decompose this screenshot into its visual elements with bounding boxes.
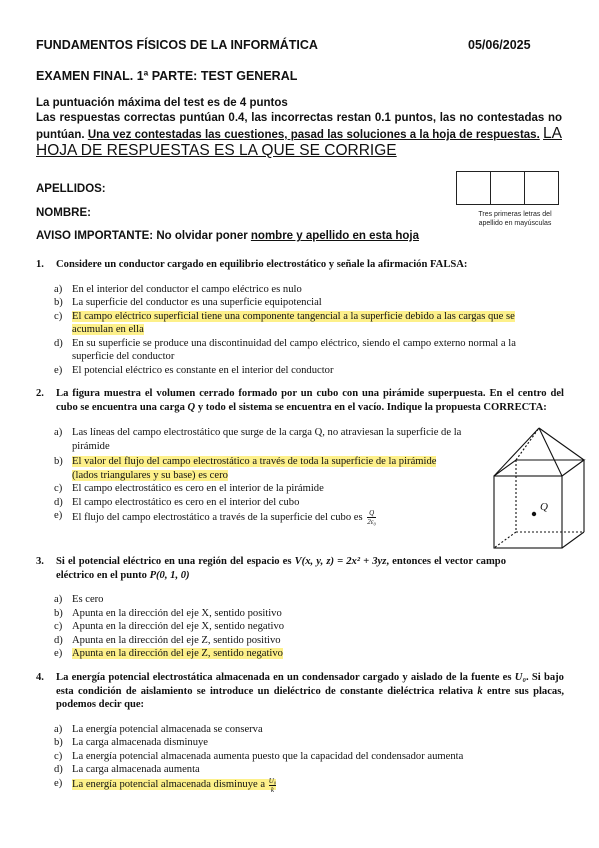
option-text-highlighted: La energía potencial almacenada disminuye a <box>72 779 266 791</box>
apellidos-label: APELLIDOS: <box>36 183 106 195</box>
option-letter: c) <box>54 621 63 632</box>
option-letter: a) <box>54 594 63 605</box>
initial-box-3[interactable] <box>525 172 558 204</box>
question-text-mid: . Si bajo esta condición de aislamiento se introduce un dieléctrico de constante dieléctrica relativa <box>56 672 564 697</box>
option-letter: b) <box>54 737 63 748</box>
option-letter: a) <box>54 427 63 438</box>
option-text: La energía potencial almacenada se conserva <box>72 723 263 735</box>
option-text: La carga almacenada disminuye <box>72 737 208 748</box>
option-text: La energía potencial almacenada aumenta puesto que la capacidad del condensador aumenta <box>72 750 464 762</box>
question-number: 3. <box>36 556 44 567</box>
option-4d[interactable] <box>54 763 554 777</box>
cube-pyramid-figure <box>486 426 596 556</box>
option-4e[interactable] <box>54 777 554 794</box>
question-text: La figura muestra el volumen cerrado formado por un cubo con una pirámide superpuesta. En el centro del cubo se encuentra una carga <box>56 388 564 413</box>
option-text-highlighted: El valor del flujo del campo electrostático a través de toda la superficie de la pirámide (lados triangulares y su base) es cero <box>72 456 437 481</box>
option-text: La carga almacenada aumenta <box>72 764 200 775</box>
option-text: La superficie del conductor es una superficie equipotencial <box>72 297 322 308</box>
instructions <box>36 96 562 160</box>
option-2d[interactable] <box>54 496 464 510</box>
question-text: Considere un conductor cargado en equilibrio electrostático y señale la afirmación FALSA: <box>56 259 468 270</box>
question-1-stem <box>36 258 564 272</box>
charge-symbol: Q <box>187 401 196 413</box>
option-letter: d) <box>54 496 63 508</box>
question-text: Si el potencial eléctrico en una región del espacio es <box>56 556 295 567</box>
option-letter: a) <box>54 723 63 735</box>
pyramid-hidden-edge <box>516 428 539 460</box>
option-letter: b) <box>54 607 63 619</box>
option-text: Es cero <box>72 594 104 605</box>
option-2c[interactable] <box>54 482 464 496</box>
option-3d[interactable] <box>54 634 534 648</box>
option-text: Las líneas del campo electrostático que surge de la carga Q, no atraviesan la superficie de la pirámide <box>72 427 462 452</box>
question-1-options <box>54 283 554 378</box>
option-text: Apunta en la dirección del eje X, sentido negativo <box>72 621 285 632</box>
exam-title: EXAMEN FINAL. 1ª PARTE: TEST GENERAL <box>36 69 298 83</box>
option-3c[interactable] <box>54 620 534 634</box>
question-number: 4. <box>36 672 44 683</box>
question-3 <box>36 555 564 661</box>
charge-label: Q <box>540 501 548 513</box>
option-letter: c) <box>54 750 63 762</box>
notice-underlined: nombre y apellido en esta hoja <box>250 230 419 242</box>
answer-sheet-instruction: Una vez contestadas las cuestiones, pasad las soluciones a la hoja de respuestas. <box>87 129 540 141</box>
question-4 <box>36 671 564 794</box>
initials-note: Tres primeras letras del apellido en mayúsculas <box>478 211 552 227</box>
option-letter: b) <box>54 456 63 467</box>
question-4-stem <box>36 671 564 712</box>
option-letter: e) <box>54 364 63 376</box>
option-letter: d) <box>54 634 63 646</box>
instructions-body <box>36 111 562 160</box>
instructions-line1: La puntuación máxima del test es de 4 puntos <box>36 97 288 109</box>
option-text: Apunta en la dirección del eje X, sentido positivo <box>72 607 282 619</box>
exam-date: 05/06/2025 <box>468 38 531 52</box>
option-text: Apunta en la dirección del eje Z, sentido positivo <box>72 634 281 646</box>
option-letter: e) <box>54 777 63 789</box>
cube-pyramid-drawing <box>494 428 584 548</box>
pyramid-edge-2 <box>539 428 562 476</box>
question-3-options <box>54 593 534 661</box>
initial-box-2[interactable] <box>491 172 525 204</box>
option-3b[interactable] <box>54 607 534 621</box>
notice-prefix: AVISO IMPORTANTE: No olvidar poner <box>36 230 251 242</box>
question-text-end: entre sus placas, podemos decir que: <box>56 685 564 710</box>
option-4e-highlight <box>72 776 277 794</box>
option-1d[interactable] <box>54 337 554 364</box>
question-3-stem <box>36 555 506 582</box>
option-text: En su superficie se produce una discontinuidad del campo eléctrico, siendo el campo externo normal a la superficie del conductor <box>72 337 516 362</box>
k-symbol: k <box>477 685 483 697</box>
nombre-label: NOMBRE: <box>36 207 91 219</box>
fraction-denominator: k <box>270 785 275 794</box>
option-letter: a) <box>54 283 63 295</box>
u0-symbol: U₀ <box>514 672 527 683</box>
option-text: El campo electrostático es cero en el interior de la pirámide <box>72 483 324 494</box>
option-4c[interactable] <box>54 750 554 764</box>
pyramid-edge-3 <box>539 428 584 460</box>
cube-bottom-right-edge <box>562 532 584 548</box>
question-1 <box>36 258 564 377</box>
option-2b[interactable] <box>54 455 464 482</box>
charge-point <box>532 512 536 516</box>
question-text-end: y todo el sistema se encuentra en el vacío. Indique la propuesta CORRECTA: <box>195 401 547 413</box>
fraction-numerator: U₀ <box>268 776 277 785</box>
option-letter: c) <box>54 483 63 494</box>
option-1b[interactable] <box>54 296 554 310</box>
fraction-u0-over-k <box>269 777 277 794</box>
option-4a[interactable] <box>54 723 554 737</box>
option-letter: d) <box>54 337 63 349</box>
option-1a[interactable] <box>54 283 554 297</box>
point-coordinates: P(0, 1, 0) <box>149 569 190 581</box>
question-text-mid: , entonces el vector campo eléctrico en el punto <box>56 556 506 581</box>
option-text: El campo electrostático es cero en el interior del cubo <box>72 496 300 508</box>
option-3a[interactable] <box>54 593 534 607</box>
course-title: FUNDAMENTOS FÍSICOS DE LA INFORMÁTICA <box>36 38 318 52</box>
initials-boxes[interactable] <box>456 171 559 205</box>
question-text: La energía potencial electrostática almacenada en un condensador cargado y aislado de la fuente es <box>56 672 515 683</box>
option-3e[interactable] <box>54 647 534 661</box>
option-letter: d) <box>54 764 63 775</box>
scoring-text: Las respuestas correctas puntúan 0.4, las incorrectas restan 0.1 puntos, las no contestadas no puntúan. <box>36 112 562 141</box>
option-2e[interactable] <box>54 509 464 526</box>
fraction-denominator: 2ε₀ <box>367 518 376 526</box>
question-2-options <box>54 426 464 526</box>
important-notice <box>36 230 419 242</box>
option-text: El flujo del campo electrostático a través de la superficie del cubo es <box>72 511 363 523</box>
initial-box-1[interactable] <box>457 172 491 204</box>
cube-hidden-diagonal-edge <box>494 532 516 548</box>
option-2a[interactable] <box>54 426 464 453</box>
potential-formula: V(x, y, z) = 2x² + 3yz <box>294 556 387 567</box>
option-4b[interactable] <box>54 736 554 750</box>
cube-front-face <box>494 476 562 548</box>
option-1e[interactable] <box>54 364 554 378</box>
question-2 <box>36 387 564 526</box>
option-letter: c) <box>54 310 63 322</box>
question-4-options <box>54 723 554 794</box>
option-letter: b) <box>54 297 63 308</box>
option-letter: e) <box>54 510 63 521</box>
question-2-stem <box>36 387 564 414</box>
question-number: 2. <box>36 388 44 399</box>
answer-sheet-emphasis: LA HOJA DE RESPUESTAS ES LA QUE SE CORRIGE <box>36 125 562 159</box>
option-letter: e) <box>54 648 63 659</box>
option-text: El potencial eléctrico es constante en el interior del conductor <box>72 364 334 376</box>
option-1c[interactable] <box>54 310 554 337</box>
fraction-q-over-2e0 <box>367 509 376 526</box>
option-text: En el interior del conductor el campo eléctrico es nulo <box>72 283 302 295</box>
option-text-highlighted: El campo eléctrico superficial tiene una componente tangencial a la superficie debido a las cargas que se acumulan en ella <box>72 310 515 335</box>
option-text-highlighted: Apunta en la dirección del eje Z, sentido negativo <box>72 648 283 659</box>
fraction-numerator: Q <box>369 509 375 517</box>
question-number: 1. <box>36 259 44 270</box>
